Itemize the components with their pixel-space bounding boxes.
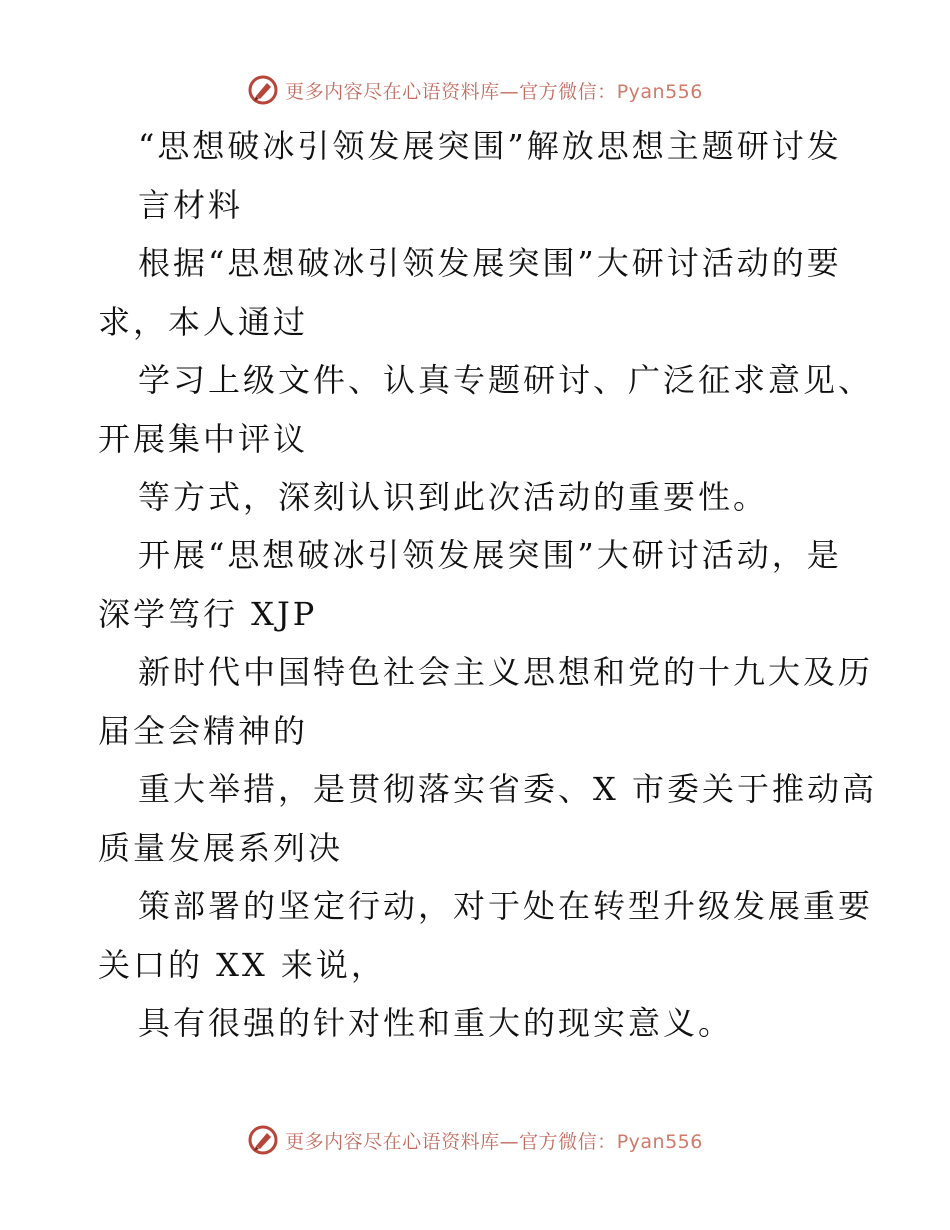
doc-line: 深学笃行 XJP [98,595,318,633]
footer-banner [0,1120,950,1160]
footer-banner-sep: —官方微信： [499,1130,617,1153]
header-banner-id: Pyan556 [616,80,703,103]
doc-line: 学习上级文件、认真专题研讨、广泛征求意见、 [138,361,874,399]
doc-line: 开展“思想破冰引领发展突围”大研讨活动，是 [138,536,842,574]
footer-banner-main: 更多内容尽在心语资料库 [285,1130,500,1153]
footer-banner-text [285,1127,703,1154]
pen-nib-logo-icon [247,1124,279,1156]
doc-line: 新时代中国特色社会主义思想和党的十九大及历 [138,653,874,691]
doc-line: 言材料 [138,186,244,224]
doc-line: 关口的 XX 来说， [98,946,386,984]
footer-banner-id: Pyan556 [616,1130,703,1153]
header-banner-main: 更多内容尽在心语资料库 [285,80,500,103]
doc-line: 等方式，深刻认识到此次活动的重要性。 [138,478,769,516]
doc-line: “思想破冰引领发展突围”解放思想主题研讨发 [138,127,842,165]
doc-line: 届全会精神的 [98,712,309,750]
doc-line: 开展集中评议 [98,420,309,458]
doc-line: 重大举措，是贯彻落实省委、X 市委关于推动高 [138,770,877,808]
header-banner-sep: —官方微信： [499,80,617,103]
doc-line: 策部署的坚定行动，对于处在转型升级发展重要 [138,887,874,925]
doc-line: 求，本人通过 [98,303,309,341]
doc-line: 质量发展系列决 [98,829,344,867]
doc-line: 具有很强的针对性和重大的现实意义。 [138,1004,734,1042]
doc-line: 根据“思想破冰引领发展突围”大研讨活动的要 [138,244,842,282]
